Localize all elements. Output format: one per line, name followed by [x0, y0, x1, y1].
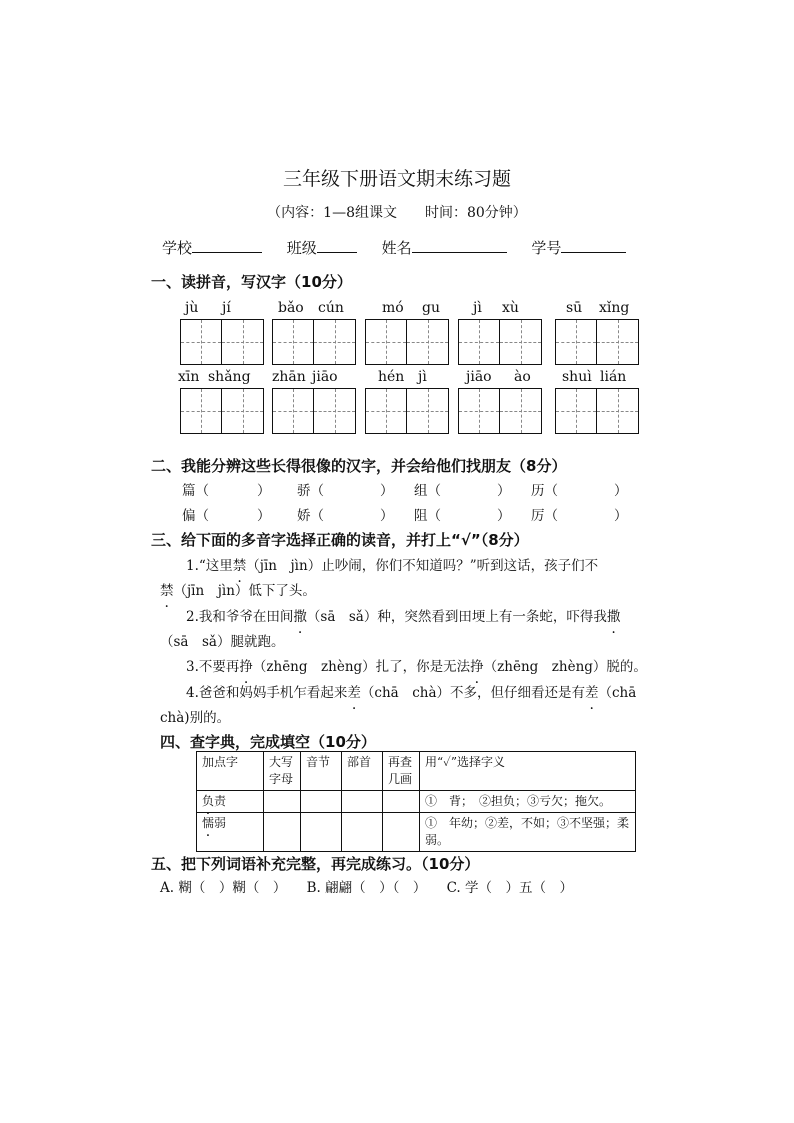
- writing-grid[interactable]: [458, 319, 542, 365]
- school-blank[interactable]: [192, 238, 262, 253]
- pinyin: cún: [318, 300, 344, 316]
- table-header-row: [197, 752, 636, 791]
- answer-cell[interactable]: [342, 813, 383, 852]
- question-text: chà)别的。: [160, 710, 231, 726]
- answer-cell[interactable]: [264, 813, 301, 852]
- page-title: 三年级下册语文期末练习题: [282, 168, 511, 190]
- question-text: （sā sǎ）腿就跑。: [160, 634, 285, 650]
- pinyin: xīn: [178, 369, 200, 385]
- pinyin: gu: [422, 300, 440, 316]
- writing-grid[interactable]: [458, 388, 542, 434]
- info-name: 姓名: [382, 237, 507, 258]
- column-header: 加点字: [197, 752, 264, 791]
- info-school: 学校: [162, 237, 262, 258]
- student-info-row: [162, 237, 642, 258]
- pinyin: jí: [222, 300, 231, 316]
- number-blank[interactable]: [561, 238, 626, 253]
- word-cell: 懦弱: [197, 813, 264, 852]
- char-pair: 组（ ）: [414, 483, 511, 499]
- dotted-char: 撒: [293, 609, 307, 625]
- question-text: 禁（jīn jìn）低下了头。: [160, 579, 316, 603]
- char-pair: 骄（ ）: [297, 483, 394, 499]
- column-header: 大写字母: [264, 752, 301, 791]
- section1-heading: 一、读拼音，写汉字（10分）: [151, 273, 352, 291]
- char-pair: 娇（ ）: [297, 508, 394, 524]
- pinyin: zhān: [272, 369, 306, 385]
- writing-grid[interactable]: [272, 319, 356, 365]
- dotted-char: 禁: [232, 558, 247, 574]
- pinyin: xù: [502, 300, 519, 316]
- table-row: [197, 791, 636, 813]
- writing-grid[interactable]: [365, 388, 449, 434]
- pinyin: lián: [600, 369, 627, 385]
- pinyin: sū: [566, 300, 583, 316]
- char-pair: 偏（ ）: [182, 508, 271, 524]
- column-header: 音节: [301, 752, 342, 791]
- answer-cell[interactable]: [342, 791, 383, 813]
- page-subtitle: （内容：1—8组课文 时间：80分钟）: [267, 205, 527, 221]
- question-text: 2.我和爷爷在田间撒（sā sǎ）种，突然看到田埂上有一条蛇，吓得我撒: [186, 605, 620, 629]
- dotted-char: 撒: [606, 609, 621, 625]
- class-blank[interactable]: [317, 238, 357, 253]
- question-text: 4.爸爸和妈妈手机乍看起来差（chā chà）不多，但仔细看还是有差（chā: [186, 681, 636, 705]
- pinyin: xǐng: [599, 300, 630, 316]
- answer-cell[interactable]: [301, 813, 342, 852]
- section5-heading: 五、把下列词语补充完整，再完成练习。（10分）: [151, 855, 480, 873]
- pinyin: jì: [418, 369, 427, 385]
- dotted-char: 挣: [239, 659, 253, 675]
- pinyin: jì: [473, 300, 482, 316]
- pinyin: shǎng: [208, 369, 251, 385]
- char-pair: 阻（ ）: [414, 508, 511, 524]
- answer-cell[interactable]: [383, 813, 420, 852]
- section2-heading: 二、我能分辨这些长得很像的汉字，并会给他们找朋友（8分）: [151, 457, 567, 475]
- writing-grid[interactable]: [180, 319, 264, 365]
- pinyin: jiāo: [466, 369, 492, 385]
- name-blank[interactable]: [412, 238, 507, 253]
- word-completion-line[interactable]: A. 糊（ ）糊（ ） B. 翩翩（ ）（ ） C. 学（ ）五（ ）: [160, 880, 574, 896]
- char-pair: 厉（ ）: [531, 508, 628, 524]
- writing-grid[interactable]: [555, 388, 639, 434]
- column-header: 再查几画: [383, 752, 420, 791]
- dotted-char: 差: [585, 685, 599, 701]
- pinyin: ào: [514, 369, 531, 385]
- dictionary-table: [196, 751, 636, 852]
- word-cell: 负责: [197, 791, 264, 813]
- pinyin: jiāo: [312, 369, 338, 385]
- column-header: 用“✓”选择字义: [420, 752, 636, 791]
- pinyin: shuì: [562, 369, 592, 385]
- answer-cell[interactable]: [383, 791, 420, 813]
- writing-grid[interactable]: [180, 388, 264, 434]
- pinyin: hén: [378, 369, 405, 385]
- pinyin: jù: [185, 300, 199, 316]
- dotted-char: 差: [347, 685, 361, 701]
- dotted-char: 负: [202, 794, 215, 808]
- answer-cell[interactable]: [264, 791, 301, 813]
- dotted-char: 禁: [160, 583, 174, 599]
- info-class: 班级: [287, 237, 357, 258]
- char-pair: 篇（ ）: [182, 483, 271, 499]
- meaning-cell[interactable]: ① 背； ②担负；③亏欠；拖欠。: [420, 791, 636, 813]
- writing-grid[interactable]: [555, 319, 639, 365]
- table-row: [197, 813, 636, 852]
- question-text: 1.“这里禁（jīn jìn）止吵闹，你们不知道吗？”听到这话，孩子们不: [186, 554, 598, 578]
- dotted-char: 挣: [470, 659, 484, 675]
- question-text: 3.不要再挣（zhēng zhèng）扎了，你是无法挣（zhēng zhèng）脱的。: [186, 655, 647, 679]
- meaning-cell[interactable]: ① 年幼；②差，不如；③不坚强；柔弱。: [420, 813, 636, 852]
- answer-cell[interactable]: [301, 791, 342, 813]
- pinyin: bǎo: [278, 300, 304, 316]
- section4-heading: 四、查字典，完成填空（10分）: [160, 733, 376, 751]
- writing-grid[interactable]: [272, 388, 356, 434]
- dotted-char: 懦: [202, 816, 215, 830]
- pinyin: mó: [382, 300, 404, 316]
- char-pair: 历（ ）: [531, 483, 628, 499]
- info-number: 学号: [531, 237, 626, 258]
- writing-grid[interactable]: [365, 319, 449, 365]
- column-header: 部首: [342, 752, 383, 791]
- section3-heading: 三、给下面的多音字选择正确的读音，并打上“√”（8分）: [151, 531, 529, 549]
